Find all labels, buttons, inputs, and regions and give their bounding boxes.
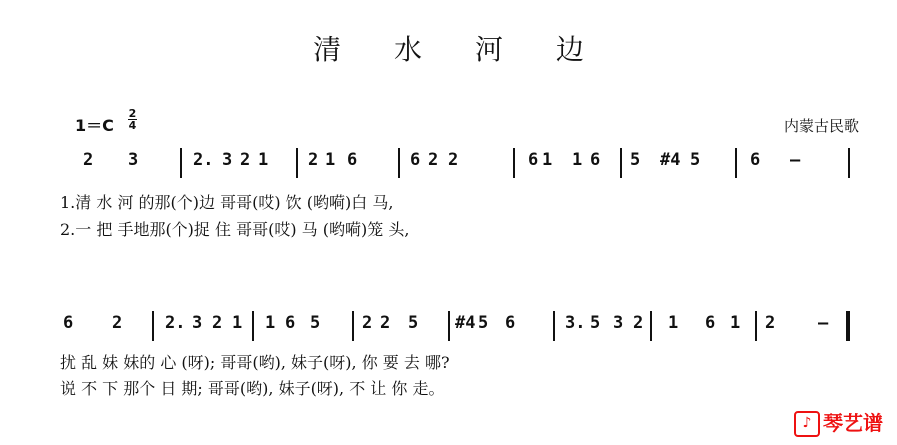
watermark-logo (794, 407, 883, 438)
note: 2 (362, 313, 373, 333)
barline (180, 148, 182, 178)
note: 5 (630, 150, 641, 170)
song-title: 清 水 河 边 (313, 33, 606, 66)
barline (513, 148, 515, 178)
note: 6 (285, 313, 296, 333)
note: 2 (240, 150, 251, 170)
note: 2 (308, 150, 319, 170)
barline (352, 311, 354, 341)
row2-lyric-verse2: 说 不 下 那个 日 期; 哥哥(哟), 妹子(呀), 不 让 你 走。 (60, 379, 445, 398)
note: 2 (380, 313, 391, 333)
note: 1 (258, 150, 269, 170)
logo-text: 琴艺谱 (823, 410, 883, 435)
note: 5 (690, 150, 701, 170)
note: #4 (455, 313, 476, 333)
barline (553, 311, 555, 341)
note: 6 (63, 313, 74, 333)
row2-lyric-verse1: 扰 乱 妹 妹的 心 (呀); 哥哥(哟), 妹子(呀), 你 要 去 哪? (60, 353, 450, 372)
note: 5 (310, 313, 321, 333)
note: – (818, 313, 829, 333)
note: 2 (448, 150, 459, 170)
barline (650, 311, 652, 341)
barline (296, 148, 298, 178)
barline (735, 148, 737, 178)
row1-lyric-verse1: 1.清 水 河 的那(个)边 哥哥(哎) 饮 (哟嗬)白 马, (60, 193, 394, 212)
note: 2 (112, 313, 123, 333)
meter-bottom: 4 (128, 119, 137, 132)
barline (848, 148, 850, 178)
note: 1 (325, 150, 336, 170)
time-signature (128, 108, 137, 131)
note: #4 (660, 150, 681, 170)
barline (620, 148, 622, 178)
song-credit: 内蒙古民歌 (783, 117, 859, 135)
note: 1 (542, 150, 553, 170)
note: 3. (565, 313, 586, 333)
barline (152, 311, 154, 341)
note: 1 (668, 313, 679, 333)
meter-top: 2 (128, 107, 137, 120)
note: 3 (128, 150, 139, 170)
note: 1 (265, 313, 276, 333)
note: 6 (590, 150, 601, 170)
note: 5 (478, 313, 489, 333)
note: 3 (192, 313, 203, 333)
note: 2 (765, 313, 776, 333)
note: 5 (408, 313, 419, 333)
note: 1 (730, 313, 741, 333)
barline (252, 311, 254, 341)
barline (755, 311, 757, 341)
note: 1 (232, 313, 243, 333)
row1-lyric-verse2: 2.一 把 手地那(个)捉 住 哥哥(哎) 马 (哟嗬)笼 头, (60, 220, 410, 239)
note: 2. (193, 150, 214, 170)
note: 3 (613, 313, 624, 333)
note: 6 (347, 150, 358, 170)
barline (846, 311, 850, 341)
note: 1 (572, 150, 583, 170)
note: 2 (633, 313, 644, 333)
note: – (790, 150, 801, 170)
note: 2. (165, 313, 186, 333)
note: 2 (212, 313, 223, 333)
note: 6 (528, 150, 539, 170)
note: 6 (705, 313, 716, 333)
barline (448, 311, 450, 341)
barline (398, 148, 400, 178)
note: 2 (83, 150, 94, 170)
note: 3 (222, 150, 233, 170)
note: 6 (750, 150, 761, 170)
note: 5 (590, 313, 601, 333)
note: 6 (505, 313, 516, 333)
note: 2 (428, 150, 439, 170)
note: 6 (410, 150, 421, 170)
music-logo-icon: ♪ (794, 411, 820, 437)
key-signature: 1＝C (75, 116, 114, 135)
